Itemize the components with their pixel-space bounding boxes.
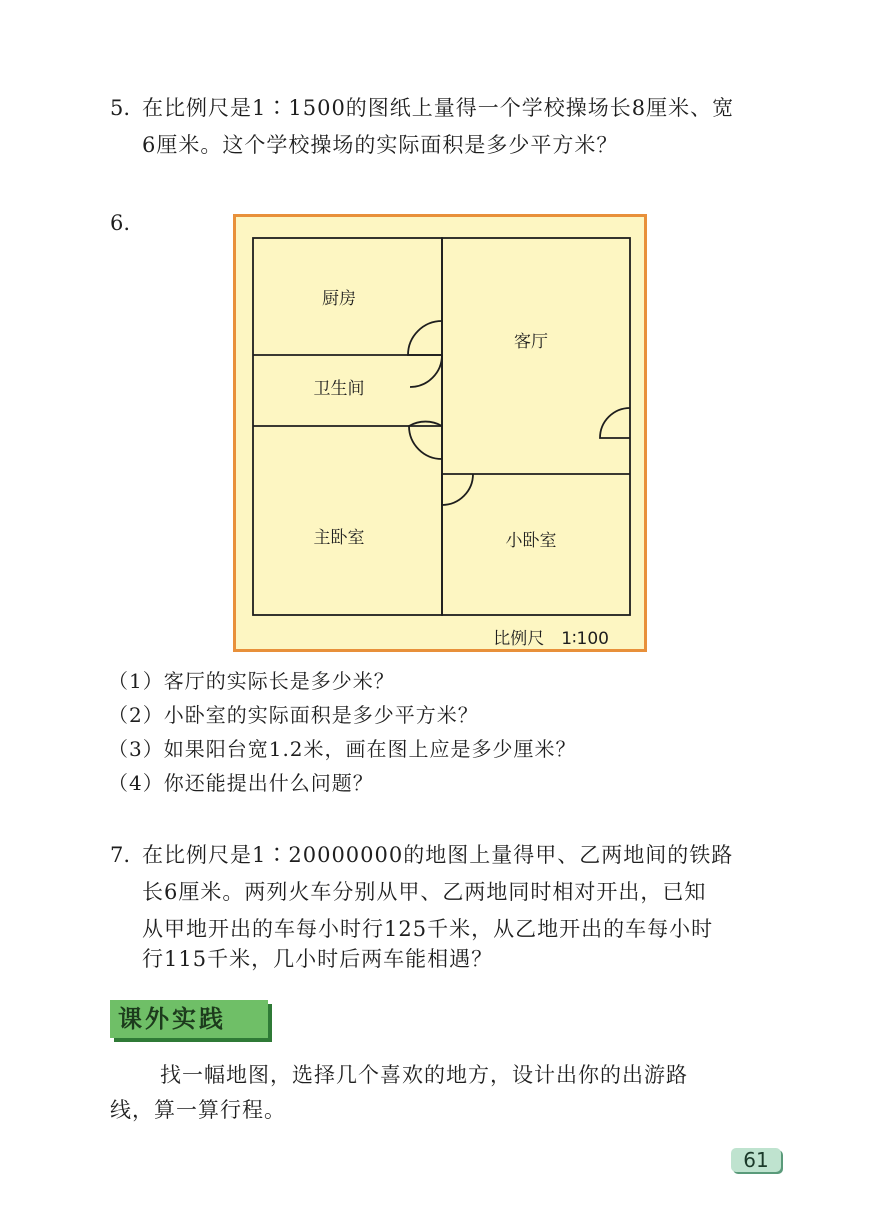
sub-question-4: （4）你还能提出什么问题？ <box>108 771 374 795</box>
floor-plan <box>233 214 647 652</box>
small-bedroom-door <box>442 474 473 505</box>
room-label-living-room: 客厅 <box>514 332 548 352</box>
sub-question-3: （3）如果阳台宽1.2米，画在图上应是多少厘米？ <box>108 737 577 761</box>
sub-question-1: （1）客厅的实际长是多少米？ <box>108 669 395 693</box>
room-label-small-bedroom: 小卧室 <box>505 531 557 551</box>
room-label-master-bedroom: 主卧室 <box>313 528 365 548</box>
question-7-line-4: 行115千米，几小时后两车能相遇？ <box>142 947 494 971</box>
practice-line-2: 线，算一算行程。 <box>110 1098 286 1122</box>
page-number: 61 <box>731 1148 781 1172</box>
room-label-kitchen: 厨房 <box>322 289 356 309</box>
question-7-line-3: 从甲地开出的车每小时行125千米，从乙地开出的车每小时 <box>142 917 714 941</box>
practice-section-title: 课外实践 <box>118 1005 226 1033</box>
bedroom-door <box>409 422 442 459</box>
question-5-number: 5. <box>110 96 131 120</box>
question-7-line-2: 长6厘米。两列火车分别从甲、乙两地同时相对开出，已知 <box>142 880 707 904</box>
question-7-number: 7. <box>110 843 131 867</box>
practice-section-tag <box>110 1000 268 1038</box>
scale-label: 比例尺 1∶100 <box>493 629 609 649</box>
question-7-line-1: 在比例尺是1∶20000000的地图上量得甲、乙两地间的铁路 <box>142 843 734 867</box>
room-label-bathroom: 卫生间 <box>313 379 365 399</box>
sub-question-2: （2）小卧室的实际面积是多少平方米？ <box>108 703 479 727</box>
question-6-number: 6. <box>110 211 131 235</box>
question-5-line-2: 6厘米。这个学校操场的实际面积是多少平方米？ <box>142 133 619 157</box>
bathroom-door <box>410 355 442 387</box>
kitchen-door <box>408 321 442 355</box>
practice-line-1: 找一幅地图，选择几个喜欢的地方，设计出你的出游路 <box>160 1063 688 1087</box>
entrance-door <box>600 408 630 438</box>
question-5-line-1: 在比例尺是1∶1500的图纸上量得一个学校操场长8厘米、宽 <box>142 96 735 120</box>
